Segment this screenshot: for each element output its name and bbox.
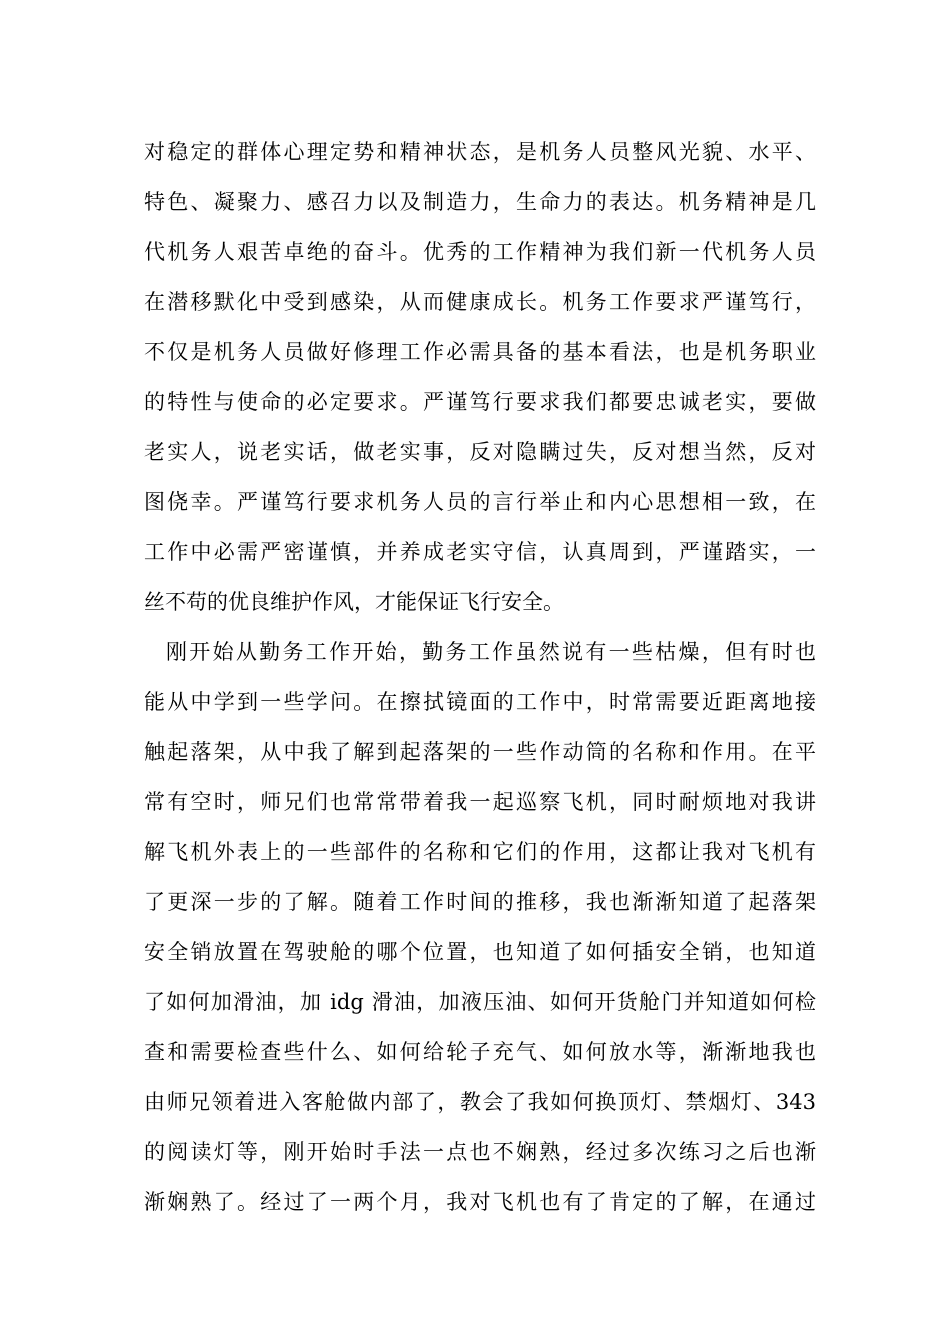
paragraph-line: 在潜移默化中受到感染，从而健康成长。机务工作要求严谨笃行， (144, 290, 816, 314)
paragraph-line: 渐娴熟了。经过了一两个月，我对飞机也有了肯定的了解，在通过 (144, 1190, 816, 1214)
paragraph-line: 的特性与使命的必定要求。严谨笃行要求我们都要忠诚老实，要做 (144, 390, 816, 414)
paragraph-line: 了如何加滑油，加 idg 滑油，加液压油、如何开货舱门并知道如何检 (144, 990, 816, 1014)
paragraph-line: 丝不苟的优良维护作风，才能保证飞行安全。 (144, 590, 564, 614)
paragraph-line: 的阅读灯等，刚开始时手法一点也不娴熟，经过多次练习之后也渐 (144, 1140, 816, 1164)
paragraph-1 (144, 127, 816, 627)
paragraph-line: 代机务人艰苦卓绝的奋斗。优秀的工作精神为我们新一代机务人员 (144, 240, 816, 264)
paragraph-line: 不仅是机务人员做好修理工作必需具备的基本看法，也是机务职业 (144, 340, 816, 364)
paragraph-line: 触起落架，从中我了解到起落架的一些作动筒的名称和作用。在平 (144, 740, 816, 764)
paragraph-line: 刚开始从勤务工作开始，勤务工作虽然说有一些枯燥，但有时也 (166, 640, 816, 664)
paragraph-line: 查和需要检查些什么、如何给轮子充气、如何放水等，渐渐地我也 (144, 1040, 816, 1064)
paragraph-line: 常有空时，师兄们也常常带着我一起巡察飞机，同时耐烦地对我讲 (144, 790, 816, 814)
paragraph-2 (144, 627, 816, 1227)
paragraph-line: 了更深一步的了解。随着工作时间的推移，我也渐渐知道了起落架 (144, 890, 816, 914)
paragraph-line: 能从中学到一些学问。在擦拭镜面的工作中，时常需要近距离地接 (144, 690, 816, 714)
paragraph-line: 解飞机外表上的一些部件的名称和它们的作用，这都让我对飞机有 (144, 840, 816, 864)
paragraph-line: 图侥幸。严谨笃行要求机务人员的言行举止和内心思想相一致，在 (144, 490, 816, 514)
paragraph-line: 安全销放置在驾驶舱的哪个位置，也知道了如何插安全销，也知道 (144, 940, 816, 964)
paragraph-line: 工作中必需严密谨慎，并养成老实守信，认真周到，严谨踏实，一 (144, 540, 816, 564)
paragraph-line: 老实人，说老实话，做老实事，反对隐瞒过失，反对想当然，反对 (144, 440, 816, 464)
paragraph-line: 对稳定的群体心理定势和精神状态，是机务人员整风光貌、水平、 (144, 140, 816, 164)
paragraph-line: 特色、凝聚力、感召力以及制造力，生命力的表达。机务精神是几 (144, 190, 816, 214)
paragraph-line: 由师兄领着进入客舱做内部了，教会了我如何换顶灯、禁烟灯、343 (144, 1090, 816, 1114)
